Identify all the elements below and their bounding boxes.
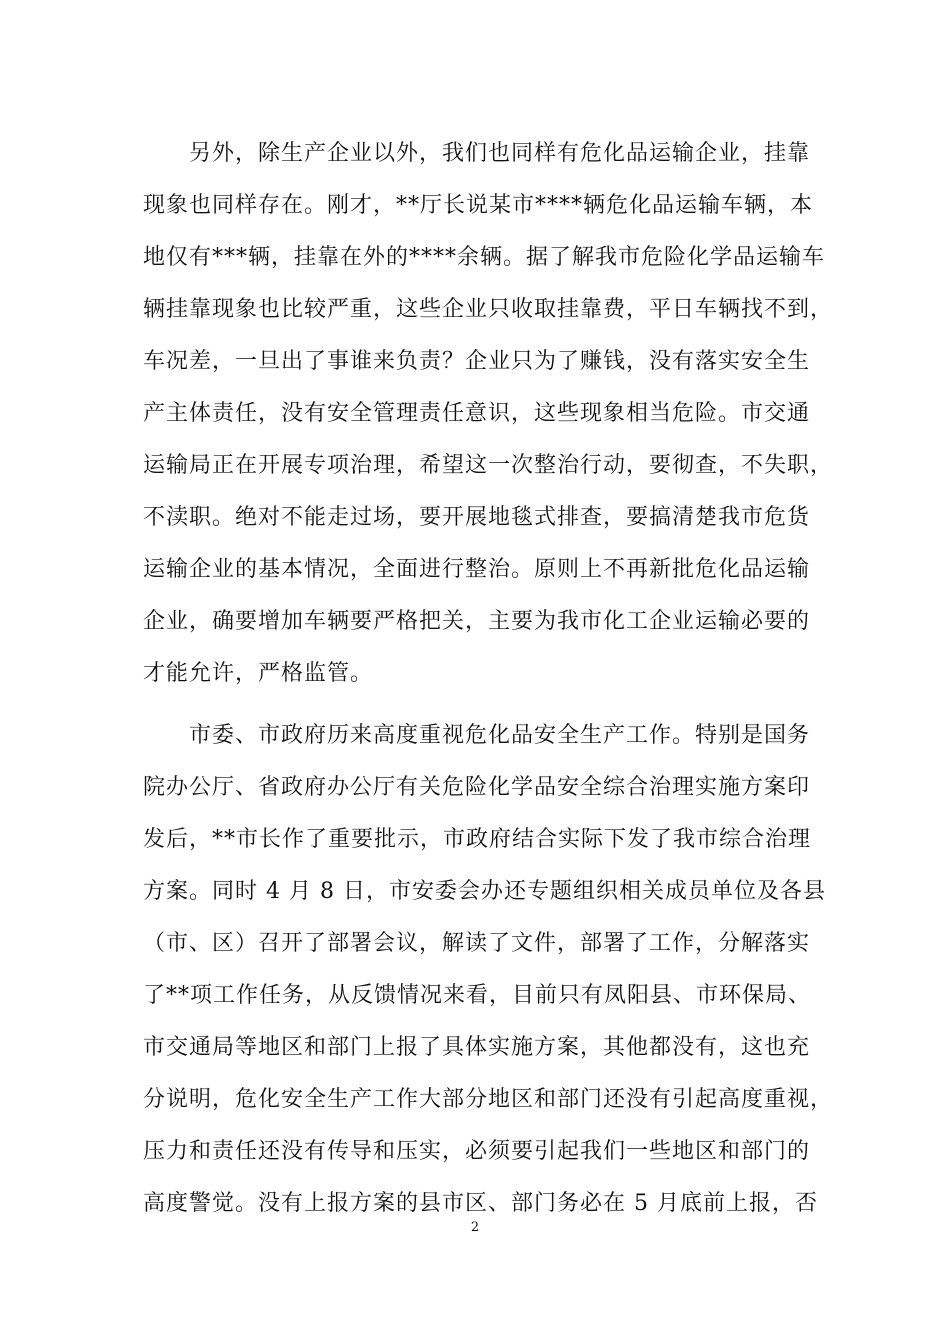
- paragraph-1: [143, 128, 834, 700]
- text-line: 不渎职。绝对不能走过场，要开展地毯式排查，要搞清楚我市危货: [143, 505, 811, 530]
- text-line: 运输局正在开展专项治理，希望这一次整治行动，要彻查，不失职，: [143, 453, 834, 478]
- text-line: 现象也同样存在。刚才，**厅长说某市****辆危化品运输车辆，本: [143, 193, 814, 218]
- text-line: （市、区）召开了部署会议，解读了文件，部署了工作，分解落实: [143, 931, 811, 956]
- text-line: 市交通局等地区和部门上报了具体实施方案，其他都没有，这也充: [143, 1035, 811, 1060]
- text-line: 另外，除生产企业以外，我们也同样有危化品运输企业，挂靠: [143, 141, 811, 166]
- text-line: 分说明，危化安全生产工作大部分地区和部门还没有引起高度重视，: [143, 1087, 834, 1112]
- text-line: 高度警觉。没有上报方案的县市区、部门务必在 5 月底前上报，否: [143, 1191, 818, 1216]
- paragraph-2: [143, 710, 834, 1230]
- text-line: 产主体责任，没有安全管理责任意识，这些现象相当危险。市交通: [143, 401, 811, 426]
- text-line: 辆挂靠现象也比较严重，这些企业只收取挂靠费，平日车辆找不到，: [143, 297, 834, 322]
- page-number: 2: [470, 1220, 480, 1235]
- text-line: 运输企业的基本情况，全面进行整治。原则上不再新批危化品运输: [143, 557, 811, 582]
- text-line: 方案。同时 4 月 8 日，市安委会办还专题组织相关成员单位及各县: [143, 879, 826, 904]
- text-line: 院办公厅、省政府办公厅有关危险化学品安全综合治理实施方案印: [143, 775, 811, 800]
- text-line: 地仅有***辆，挂靠在外的****余辆。据了解我市危险化学品运输车: [143, 245, 826, 270]
- paragraph-gap: [143, 700, 807, 710]
- document-body: [143, 128, 834, 1230]
- text-line: 市委、市政府历来高度重视危化品安全生产工作。特别是国务: [143, 723, 811, 748]
- text-line: 才能允许，严格监管。: [143, 661, 374, 686]
- text-line: 企业，确要增加车辆要严格把关，主要为我市化工企业运输必要的: [143, 609, 811, 634]
- text-line: 压力和责任还没有传导和压实，必须要引起我们一些地区和部门的: [143, 1139, 811, 1164]
- text-line: 车况差，一旦出了事谁来负责？企业只为了赚钱，没有落实安全生: [143, 349, 811, 374]
- text-line: 了**项工作任务，从反馈情况来看，目前只有凤阳县、市环保局、: [143, 983, 812, 1008]
- text-line: 发后，**市长作了重要批示，市政府结合实际下发了我市综合治理: [143, 827, 812, 852]
